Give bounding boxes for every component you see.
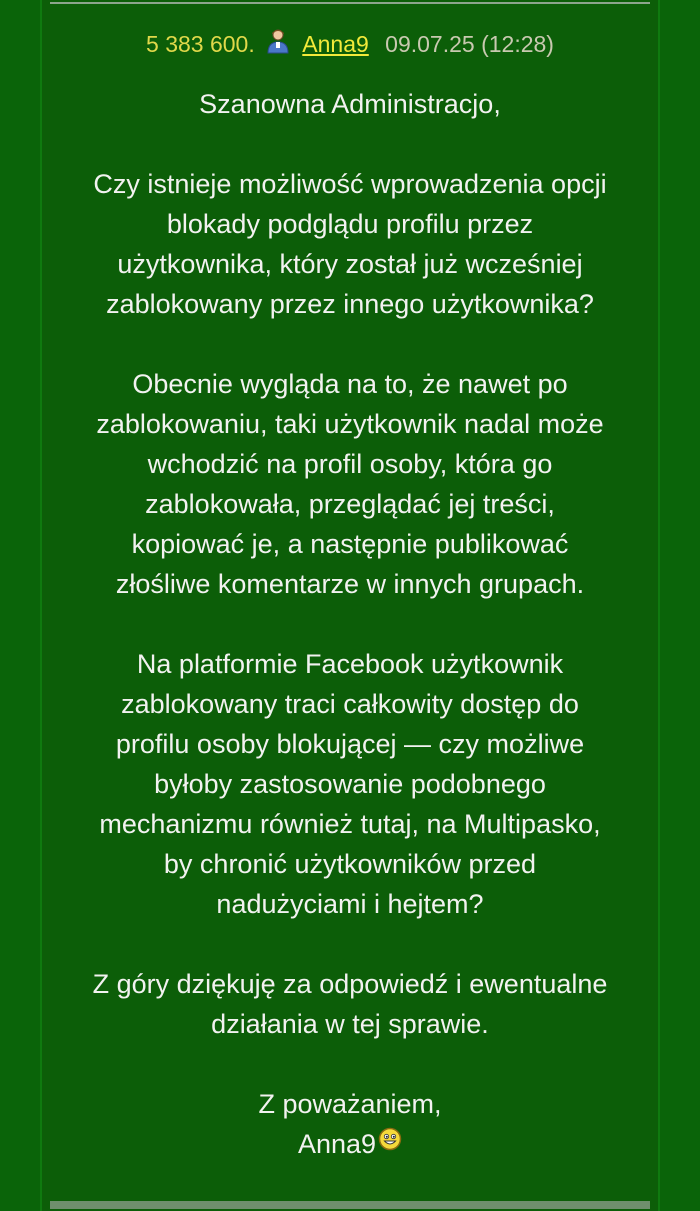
text-line: kopiować je, a następnie publikować [131, 529, 569, 559]
text-line: nadużyciami i hejtem? [216, 889, 484, 919]
greeting-line: Szanowna Administracjo, [199, 89, 501, 119]
text-line: złośliwe komentarze w innych grupach. [115, 569, 585, 599]
text-line: działania w tej sprawie. [211, 1009, 489, 1039]
text-line: zablokowaniu, taki użytkownik nadal może [96, 409, 604, 439]
smiley-icon [378, 1127, 402, 1151]
text-line: zablokowała, przeglądać jej treści, [145, 489, 555, 519]
text-line: profilu osoby blokującej — czy możliwe [115, 729, 585, 759]
paragraph-3 [42, 644, 658, 924]
text-line: byłoby zastosowanie podobnego [154, 769, 546, 799]
post-header [42, 28, 658, 58]
text-line: mechanizmu również tutaj, na Multipasko, [99, 809, 601, 839]
text-line: Na platformie Facebook użytkownik [136, 649, 564, 679]
text-line: blokady podglądu profilu przez [166, 209, 534, 239]
paragraph-4 [42, 964, 658, 1044]
user-icon [265, 28, 291, 54]
greeting [42, 84, 658, 124]
text-line: wchodzić na profil osoby, która go [147, 449, 553, 479]
signature-line [42, 1124, 658, 1164]
text-line: użytkownika, który został już wcześniej [117, 249, 583, 279]
paragraph-2 [42, 364, 658, 604]
post-number: 5 383 600. [146, 31, 255, 57]
text-line: Obecnie wygląda na to, że nawet po [132, 369, 568, 399]
text-line: Czy istnieje możliwość wprowadzenia opcji [93, 169, 607, 199]
signature-block [42, 1084, 658, 1164]
post-divider-bottom [50, 1201, 650, 1209]
post-body [42, 84, 658, 1164]
text-line: Z góry dziękuję za odpowiedź i ewentualne [92, 969, 608, 999]
text-line: zablokowany przez innego użytkownika? [106, 289, 594, 319]
closing-line: Z poważaniem, [258, 1089, 442, 1119]
post-divider-top [50, 2, 650, 4]
signature-name: Anna9 [297, 1129, 377, 1159]
text-line: zablokowany traci całkowity dostęp do [121, 689, 579, 719]
paragraph-1 [42, 164, 658, 324]
text-line: by chronić użytkowników przed [163, 849, 537, 879]
post-timestamp: 09.07.25 (12:28) [385, 31, 554, 57]
forum-post [40, 0, 660, 1211]
author-link[interactable]: Anna9 [302, 31, 369, 57]
